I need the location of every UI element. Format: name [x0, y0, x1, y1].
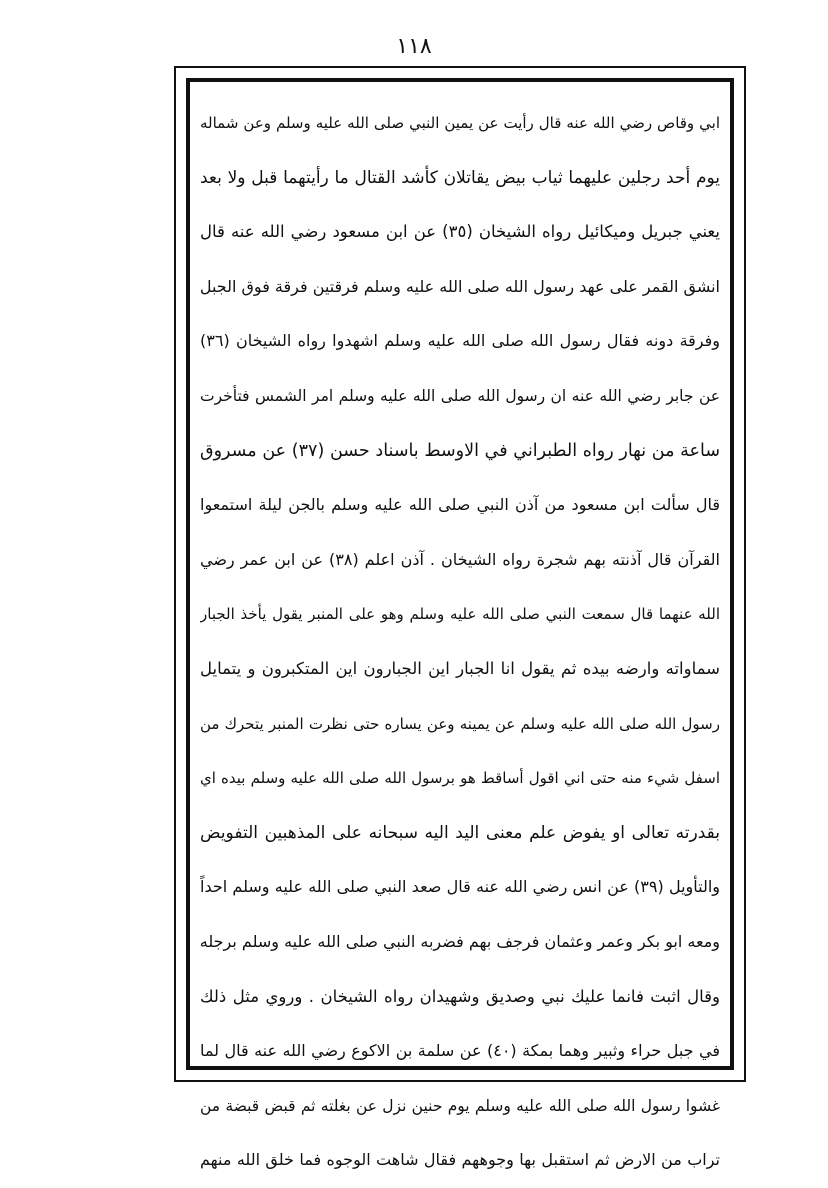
text-line: ومعه ابو بكر وعمر وعثمان فرجف بهم فضربه النبي صلى الله عليه وسلم برجله — [200, 931, 720, 951]
text-line: يعني جبريل وميكائيل رواه الشيخان (٣٥) عن ابن مسعود رضي الله عنه قال — [200, 222, 720, 242]
text-line: الله عنهما قال سمعت النبي صلى الله عليه وسلم وهو على المنبر يقول يأخذ الجبار — [200, 605, 720, 624]
text-line: انشق القمر على عهد رسول الله صلى الله عليه وسلم فرقتين فرقة فوق الجبل — [200, 276, 720, 296]
text-line: يوم أحد رجلين عليهما ثياب بيض يقاتلان كأشد القتال ما رأيتهما قبل ولا بعد — [200, 167, 720, 188]
text-line: وقال اثبت فانما عليك نبي وصديق وشهيدان رواه الشيخان . وروي مثل ذلك — [200, 986, 720, 1006]
text-line: غشوا رسول الله صلى الله عليه وسلم يوم حنين نزل عن بغلته ثم قبض قبضة من — [200, 1096, 720, 1115]
text-line: ابي وقاص رضي الله عنه قال رأيت عن يمين النبي صلى الله عليه وسلم وعن شماله — [200, 114, 720, 132]
text-line: عن جابر رضي الله عنه ان رسول الله صلى الله عليه وسلم امر الشمس فتأخرت — [200, 386, 720, 405]
text-line: والتأويل (٣٩) عن انس رضي الله عنه قال صعد النبي صلى الله عليه وسلم احداً — [200, 877, 720, 897]
text-line: اسفل شيء منه حتى اني اقول أساقط هو برسول الله صلى الله عليه وسلم بيده اي — [200, 769, 720, 788]
text-line: رسول الله صلى الله عليه وسلم عن يمينه وعن يساره حتى نظرت المنبر يتحرك من — [200, 714, 720, 733]
text-line: وفرقة دونه فقال رسول الله صلى الله عليه وسلم اشهدوا رواه الشيخان (٣٦) — [200, 331, 720, 351]
text-line: بقدرته تعالى او يفوض علم معنى اليد اليه سبحانه على المذهبين التفويض — [200, 822, 720, 843]
text-line: قال سألت ابن مسعود من آذن النبي صلى الله عليه وسلم بالجن ليلة استمعوا — [200, 495, 720, 515]
body-text — [200, 96, 720, 1188]
text-line: القرآن قال آذنته بهم شجرة رواه الشيخان . آذن اعلم (٣٨) عن ابن عمر رضي — [200, 549, 720, 569]
page-number: ١١٨ — [396, 34, 432, 59]
text-line: تراب من الارض ثم استقبل بها وجوههم فقال شاهت الوجوه فما خلق الله منهم — [200, 1150, 720, 1170]
text-line: سماواته وارضه بيده ثم يقول انا الجبار اين الجبارون اين المتكبرون و يتمايل — [200, 658, 720, 678]
text-line: في جبل حراء وثبير وهما بمكة (٤٠) عن سلمة بن الاكوع رضي الله عنه قال لما — [200, 1041, 720, 1061]
text-line: ساعة من نهار رواه الطبراني في الاوسط باسناد حسن (٣٧) عن مسروق — [200, 440, 720, 461]
